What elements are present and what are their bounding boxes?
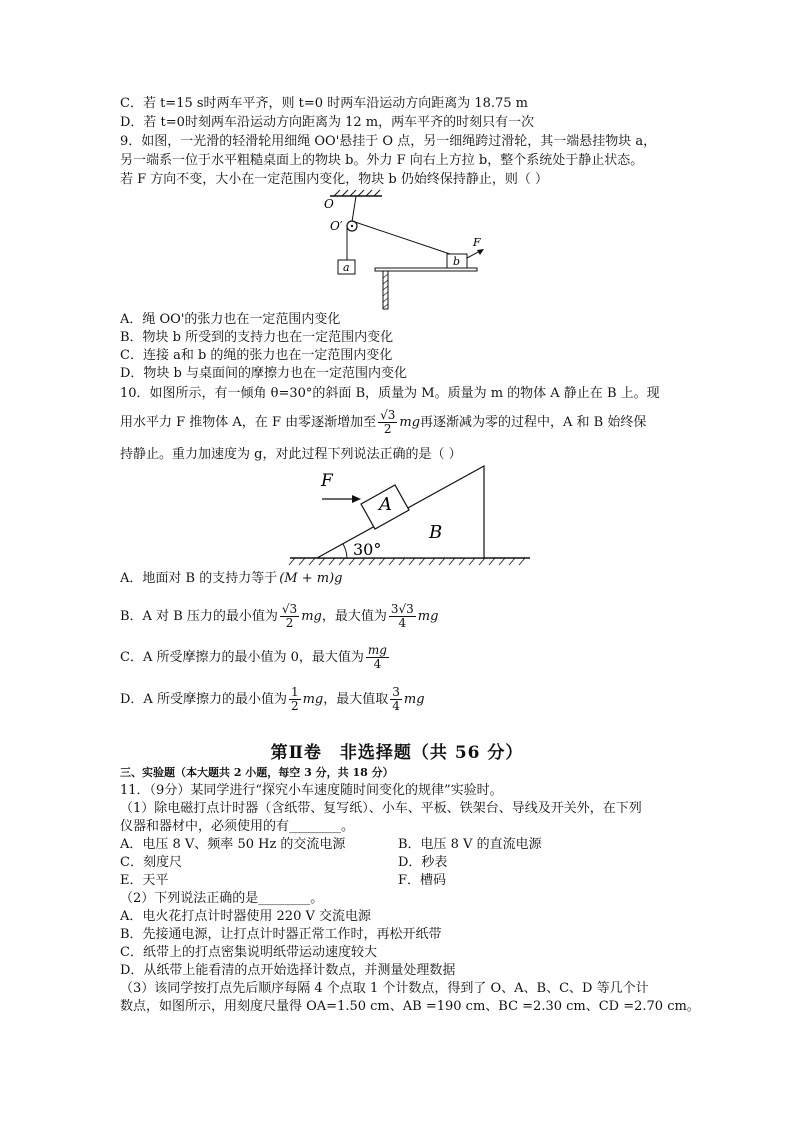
label-angle: 30° — [353, 540, 382, 559]
q10-stem-line2a: 用水平力 F 推物体 A，在 F 由零逐渐增加至 — [120, 415, 377, 430]
q9-stem-line1: 9．如图，一光滑的轻滑轮用细绳 OO'悬挂于 O 点，另一细绳跨过滑轮，其一端悬挂物块 a， — [120, 134, 657, 149]
q11-option-c: C．刻度尺 — [120, 855, 182, 870]
label-block-a: A — [379, 494, 392, 515]
q11-option-f: F．槽码 — [398, 873, 447, 888]
q10-stem-line1: 10．如图所示，有一倾角 θ=30°的斜面 B，质量为 M。质量为 m 的物体 A 静止在 B 上。现 — [120, 386, 660, 401]
q10-stem-line2b: 再逐渐减为零的过程中，A 和 B 始终保 — [420, 415, 647, 430]
q10-option-b: B．A 对 B 压力的最小值为 $\frac{√3}{2}$ mg，最大值为 $\frac{3√3}{4}$ mg — [120, 602, 439, 630]
label-o-prime: O′ — [330, 219, 343, 233]
q11-part1-line2: 仪器和器材中，必须使用的有________。 — [120, 819, 355, 834]
q11-part2-option-a: A．电火花打点计时器使用 220 V 交流电源 — [120, 909, 371, 924]
q11-part2-option-b: B．先接通电源，让打点计时器正常工作时，再松开纸带 — [120, 927, 442, 942]
q9-option-d: D．物块 b 与桌面间的摩擦力也在一定范围内变化 — [120, 366, 408, 381]
q11-part2: （2）下列说法正确的是________。 — [120, 891, 324, 906]
q11-part2-option-d: D．从纸带上能看清的点开始选择计数点，并测量处理数据 — [120, 963, 456, 978]
q10-option-d: D．A 所受摩擦力的最小值为 $\frac{1}{2}$ mg，最大值取 $\frac{3}{4}$ mg — [120, 685, 425, 713]
q11-option-d: D．秒表 — [398, 855, 448, 870]
label-force-f: F — [321, 471, 333, 491]
q10-stem-line2 — [120, 405, 646, 441]
q10-option-c: C．A 所受摩擦力的最小值为 0，最大值为 $\frac{mg}{4}$ — [120, 643, 387, 671]
q9-option-c: C．连接 a和 b 的绳的张力也在一定范围内变化 — [120, 348, 393, 363]
part2-title: 第Ⅱ卷 非选择题（共 56 分） — [270, 743, 524, 763]
q9-option-b: B．物块 b 所受到的支持力也在一定范围内变化 — [120, 330, 394, 345]
section-three-header: 三、实验题（本大题共 2 小题，每空 3 分，共 18 分） — [120, 766, 394, 779]
q8-option-d: D．若 t=0时刻两车沿运动方向距离为 12 m，两车平齐的时刻只有一次 — [120, 115, 535, 130]
q9-pulley-figure — [300, 188, 500, 313]
q10-stem-line3: 持静止。重力加速度为 g，对此过程下列说法正确的是（ ） — [120, 447, 462, 462]
label-incline-b: B — [429, 522, 443, 543]
q11-option-b: B．电压 8 V 的直流电源 — [398, 837, 542, 852]
label-b: b — [453, 255, 461, 268]
q10-option-a: A．地面对 B 的支持力等于 (M + m)g — [120, 571, 343, 586]
label-o: O — [324, 197, 334, 211]
q9-stem-line2: 另一端系一位于水平粗糙桌面上的物块 b。外力 F 向右上方拉 b，整个系统处于静止状态。 — [120, 153, 644, 168]
q9-option-a: A．绳 OO'的张力也在一定范围内变化 — [120, 312, 341, 327]
label-f: F — [473, 236, 481, 249]
q10-fraction-sqrt3-2: $\frac{√3}{2}$ — [380, 408, 396, 436]
q8-option-c: C．若 t=15 s时两车平齐，则 t=0 时两车沿运动方向距离为 18.75 m — [120, 96, 529, 111]
q11-stem: 11．（9分）某同学进行“探究小车速度随时间变化的规律”实验时。 — [120, 783, 503, 798]
q10-incline-figure — [285, 462, 535, 572]
q11-option-a: A．电压 8 V、频率 50 Hz 的交流电源 — [120, 837, 346, 852]
q11-part3-line1: （3）该同学按打点先后顺序每隔 4 个点取 1 个计数点，得到了 O、A、B、C、D 等几个计 — [120, 981, 649, 996]
q11-part3-line2: 数点，如图所示，用刻度尺量得 OA=1.50 cm、AB =190 cm、BC =2.30 cm、CD =2.70 cm。 — [120, 999, 700, 1014]
label-a: a — [343, 261, 350, 274]
q11-option-e: E．天平 — [120, 873, 169, 888]
q11-part2-option-c: C．纸带上的打点密集说明纸带运动速度较大 — [120, 945, 377, 960]
q11-part1-line1: （1）除电磁打点计时器（含纸带、复写纸）、小车、平板、铁架台、导线及开关外，在下列 — [120, 801, 642, 816]
q9-stem-line3: 若 F 方向不变，大小在一定范围内变化，物块 b 仍始终保持静止，则（ ） — [120, 172, 549, 187]
q10-mg: mg — [399, 415, 421, 430]
